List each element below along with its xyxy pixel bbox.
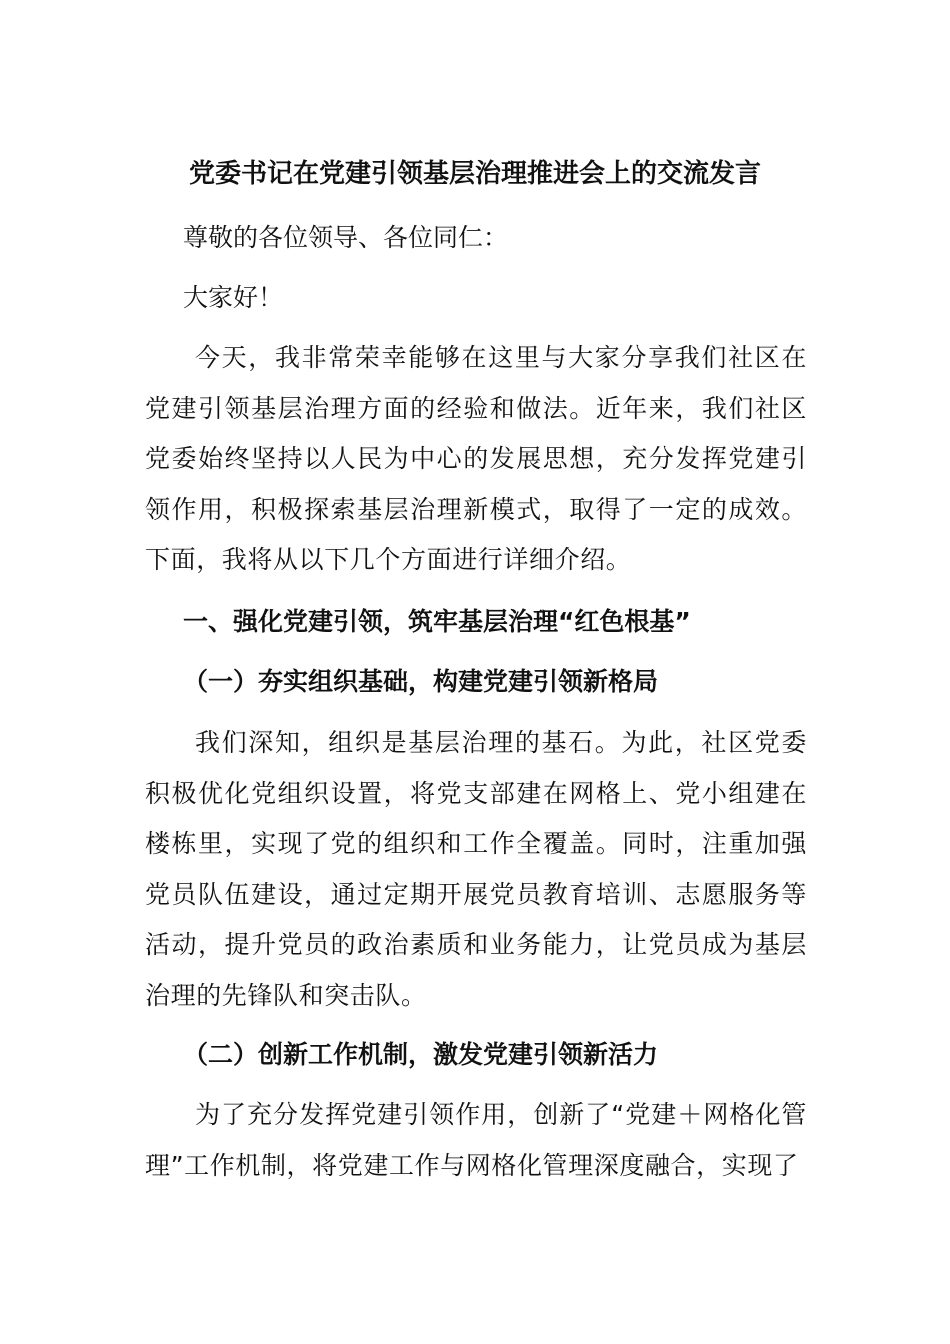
subsection-2-heading: （二）创新工作机制，激发党建引领新活力 (183, 1040, 659, 1069)
intro-paragraph: 今天，我非常荣幸能够在这里与大家分享我们社区在党建引领基层治理方面的经验和做法。近年来，我们社区党委始终坚持以人民为中心的发展思想，充分发挥党建引领作用，积极探索基层治理新模式，取得了一定的成效。下面，我将从以下几个方面进行详细介绍。 (145, 343, 807, 574)
subsection-2-body: 为了充分发挥党建引领作用，创新了“党建＋网格化管理”工作机制，将党建工作与网格化管理深度融合，实现了 (145, 1100, 807, 1180)
section-1-heading: 一、强化党建引领，筑牢基层治理“红色根基” (183, 607, 691, 636)
salutation: 尊敬的各位领导、各位同仁： (183, 223, 509, 252)
subsection-1-body: 我们深知，组织是基层治理的基石。为此，社区党委积极优化党组织设置，将党支部建在网格上、党小组建在楼栋里，实现了党的组织和工作全覆盖。同时，注重加强党员队伍建设，通过定期开展党员教育培训、志愿服务等活动，提升党员的政治素质和业务能力，让党员成为基层治理的先锋队和突击队。 (145, 728, 807, 1010)
subsection-1-heading: （一）夯实组织基础，构建党建引领新格局 (183, 667, 659, 696)
greeting: 大家好！ (183, 283, 284, 312)
document-title: 党委书记在党建引领基层治理推进会上的交流发言 (188, 159, 761, 189)
